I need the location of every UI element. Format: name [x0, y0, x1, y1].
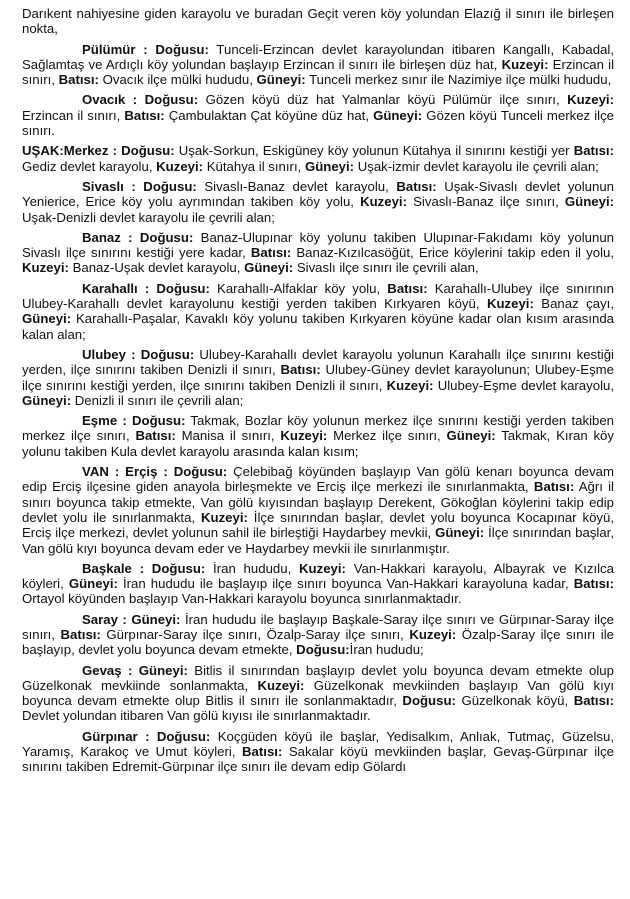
- document-page: [22, 6, 614, 780]
- bold-label: Kuzeyi:: [22, 260, 69, 276]
- bold-label: Batısı:: [58, 72, 99, 88]
- text-run: Darıkent nahiyesine giden karayolu ve buradan Geçit veren köy yolundan Elazığ il sınırı ile birleşen nokta,: [22, 6, 614, 37]
- text-run: Sivaslı ilçe sınırı ile çevrili alan,: [293, 260, 479, 276]
- bold-label: Doğusu:: [402, 693, 456, 709]
- text-run: Uşak-Sivaslı devlet yolunun Yenierice, Erice köy yolu ayrımından takiben köy yolu,: [22, 178, 615, 210]
- bold-label: UŞAK:Merkez : Doğusu:: [22, 143, 175, 159]
- bold-label: Gevaş : Güneyi:: [82, 662, 188, 678]
- bold-label: Batısı:: [242, 744, 283, 760]
- text-run: Karahallı-Ulubey ilçe sınırının Ulubey-Karahallı devlet karayolunu kestiği yerden takiben Kırkyaren köyü,: [22, 280, 614, 312]
- text-run: Ulubey-Eşme devlet karayolu,: [433, 377, 614, 393]
- text-run: Denizli il sınırı ile çevrili alan;: [71, 392, 244, 408]
- text-run: Kütahya il sınırı,: [203, 158, 305, 174]
- paragraph: [22, 6, 614, 37]
- text-run: Çelebibağ köyünden başlayıp Van gölü kenarı boyunca devam edip Erciş ilçesine giden anayola birleşmekte ve Erciş ilçe merkezi ile sınırlanmakta,: [22, 464, 614, 495]
- bold-label: Kuzeyi:: [409, 626, 457, 642]
- paragraph: [22, 663, 614, 724]
- text-run: Uşak-izmir devlet karayolu ile çevrili alan;: [354, 158, 599, 174]
- bold-label: Güneyi:: [22, 311, 72, 327]
- bold-label: Kuzeyi:: [567, 92, 614, 108]
- text-run: Devlet yolundan itibaren Van gölü kıyısı ile sınırlanmaktadır.: [22, 708, 371, 724]
- bold-label: Güneyi:: [68, 576, 118, 592]
- text-run: Sivaslı-Banaz devlet karayolu,: [196, 178, 397, 194]
- bold-label: Kuzeyi:: [201, 509, 248, 525]
- text-run: Banaz çayı,: [533, 296, 614, 312]
- bold-label: Kuzeyi:: [299, 560, 346, 576]
- text-run: Karahallı-Alfaklar köy yolu,: [209, 280, 388, 296]
- bold-label: Karahallı : Doğusu:: [82, 280, 210, 296]
- text-run: Manisa il sınırı,: [175, 428, 281, 444]
- text-run: Gözen köyü düz hat Yalmanlar köyü Pülümür ilçe sınırı,: [198, 92, 568, 108]
- bold-label: Batısı:: [396, 178, 437, 194]
- text-run: Ovacık ilçe mülki hududu,: [98, 72, 257, 88]
- bold-label: Batısı:: [250, 245, 292, 261]
- text-run: Merkez ilçe sınırı,: [327, 428, 447, 444]
- text-run: Sakalar köyü mevkiinden başlar, Gevaş-Gürpınar ilçe sınırını takiben Edremit-Gürpınar ilçe sınırı ile devam edip Gölardı: [22, 744, 614, 775]
- text-run: Gözen köyü Tunceli merkez ilçe sınırı.: [22, 107, 614, 139]
- bold-label: Kuzeyi:: [156, 158, 204, 174]
- text-run: Karahallı-Paşalar, Kavaklı köy yolunu takiben Kırkyaren köyüne kadar olan kısım arasında kalan alan;: [22, 311, 614, 342]
- paragraph: [22, 179, 614, 225]
- bold-label: Batısı:: [533, 479, 575, 495]
- text-run: Koçgüden köyü ile başlar, Yedisalkım, Anlıak, Tutmaç, Güzelsu, Yaramış, Karakoç ve Umut köyleri,: [22, 728, 614, 760]
- text-run: İran hududu ile başlayıp ilçe sınırı boyunca Van-Hakkari karayoluna kadar,: [117, 576, 574, 592]
- bold-label: Ulubey : Doğusu:: [82, 346, 195, 362]
- bold-label: Güneyi:: [304, 158, 355, 174]
- text-run: İlçe sınırından başlar, Van gölü kıyı boyunca devam eder ve Haydarbey mevkii ile sınırlanmıştır.: [22, 525, 614, 556]
- paragraph: [22, 612, 614, 658]
- text-run: İran hududu;: [349, 642, 424, 658]
- paragraph: [22, 143, 614, 174]
- text-run: Güzelkonak mevkiinden başlayıp Van gölü kıyı boyunca devam etmekte olup Bitlis il sınırı ile sonlanmaktadır,: [22, 677, 614, 709]
- text-run: Gürpınar-Saray ilçe sınırı, Özalp-Saray ilçe sınırı,: [100, 626, 410, 642]
- bold-label: Batısı:: [60, 626, 101, 642]
- bold-label: Batısı:: [573, 693, 614, 709]
- bold-label: Gürpınar : Doğusu:: [82, 728, 211, 744]
- bold-label: Güneyi:: [373, 107, 423, 123]
- text-run: Özalp-Saray ilçe sınırı ile başlayıp, devlet yolu boyunca devam etmekte,: [22, 626, 615, 658]
- text-run: Ağrı il sınırı boyunca takip etmekte, Van gölü kıyısından başlayıp Derekent, Gökoğlan köylerini takip edip devlet yolu ile sınırlanmakta,: [22, 479, 614, 525]
- text-run: Güzelkonak köyü,: [455, 693, 574, 709]
- text-run: Ulubey-Güney devlet karayolunun; Ulubey-Eşme ilçe sınırını kestiği yerden, ilçe sınırını takiben Denizli il sınırı,: [22, 362, 614, 393]
- bold-label: Sivaslı : Doğusu:: [82, 178, 197, 194]
- text-run: Bitlis il sınırından başlayıp devlet yolu boyunca devam etmekte olup Güzelkonak mevkiinde sonlanmakta,: [22, 662, 614, 693]
- paragraph: [22, 464, 614, 556]
- bold-label: Banaz : Doğusu:: [82, 229, 194, 245]
- bold-label: Batısı:: [124, 107, 165, 123]
- bold-label: Batısı:: [573, 143, 614, 159]
- bold-label: Doğusu:: [296, 642, 350, 658]
- bold-label: Güneyi:: [244, 260, 294, 276]
- paragraph: [22, 347, 614, 408]
- text-run: Tunceli merkez sınır ile Nazimiye ilçe mülki hududu,: [305, 72, 612, 88]
- text-run: Banaz-Ulupınar köy yolunu takiben Ulupınar-Fakıdamı köy yolunun Sivaslı ilçe sınırını kestiği yere kadar,: [22, 229, 614, 261]
- text-run: İlçe sınırından başlar, devlet yolu boyunca Kocapınar köyü, Erciş ilçe merkezi, devlet yolunun sahil ile birleştiği Haydarbey mevkii,: [22, 509, 614, 541]
- bold-label: Başkale : Doğusu:: [82, 560, 206, 576]
- paragraph: [22, 729, 614, 775]
- paragraph: [22, 281, 614, 342]
- bold-label: Pülümür : Doğusu:: [82, 41, 209, 57]
- text-run: Uşak-Denizli devlet karayolu ile çevrili alan;: [22, 209, 275, 225]
- text-run: Ulubey-Karahallı devlet karayolu yolunun Karahallı ilçe sınırını kestiği yerden, ilçe sınırını takiben Denizli il sınırı,: [22, 346, 614, 378]
- bold-label: Saray : Güneyi:: [82, 611, 181, 627]
- text-run: Erzincan il sınırı,: [22, 107, 125, 123]
- text-run: Çambulaktan Çat köyüne düz hat,: [164, 107, 374, 123]
- bold-label: Ovacık : Doğusu:: [82, 92, 199, 108]
- text-run: İran hududu,: [205, 560, 300, 576]
- text-run: Ortayol köyünden başlayıp Van-Hakkari karayolu boyunca sınırlanmaktadır.: [22, 591, 462, 607]
- text-run: Erzincan il sınırı,: [22, 56, 615, 88]
- bold-label: Batısı:: [573, 576, 614, 592]
- bold-label: Güneyi:: [564, 194, 614, 210]
- text-run: İran hududu ile başlayıp Başkale-Saray ilçe sınırı ve Gürpınar-Saray ilçe sınırı,: [22, 611, 614, 642]
- text-run: Sivaslı-Banaz ilçe sınırı,: [407, 194, 565, 210]
- bold-label: Eşme : Doğusu:: [82, 413, 186, 429]
- text-run: Uşak-Sorkun, Eskigüney köy yolunun Kütahya il sınırını kestiği yer: [174, 143, 574, 159]
- text-run: Takmak, Kıran köy yolunu takiben Kula devlet karayolu arasında kalan kısım;: [22, 428, 614, 459]
- paragraph: [22, 42, 614, 88]
- bold-label: Güneyi:: [446, 428, 496, 444]
- text-run: Banaz-Kızılcasöğüt, Erice köylerini takip eden il yolu,: [291, 245, 614, 261]
- bold-label: Kuzeyi:: [486, 296, 534, 312]
- bold-label: Güneyi:: [256, 72, 306, 88]
- text-run: Banaz-Uşak devlet karayolu,: [68, 260, 245, 276]
- bold-label: Kuzeyi:: [280, 428, 328, 444]
- bold-label: Batısı:: [280, 362, 321, 378]
- bold-label: Kuzeyi:: [386, 377, 434, 393]
- bold-label: Güneyi:: [435, 525, 485, 541]
- text-run: Tunceli-Erzincan devlet karayolundan itibaren Kangallı, Kabadal, Sağlamtaş ve Ardıçlı köy yolundan başlayıp Erzincan il sınırı ile birleşen düz hat,: [22, 41, 614, 72]
- bold-label: Kuzeyi:: [360, 194, 407, 210]
- paragraph: [22, 561, 614, 607]
- paragraph: [22, 413, 614, 459]
- paragraph: [22, 92, 614, 138]
- text-run: Van-Hakkari karayolu, Albayrak ve Kızılca köyleri,: [22, 560, 614, 592]
- bold-label: VAN : Erçiş : Doğusu:: [82, 464, 228, 480]
- bold-label: Kuzeyi:: [501, 56, 549, 72]
- paragraph: [22, 230, 614, 276]
- bold-label: Batısı:: [135, 428, 176, 444]
- text-run: Takmak, Bozlar köy yolunun merkez ilçe sınırını kestiği yerden takiben merkez ilçe sınırı,: [22, 413, 614, 444]
- text-run: Gediz devlet karayolu,: [22, 158, 157, 174]
- bold-label: Kuzeyi:: [257, 677, 305, 693]
- bold-label: Güneyi:: [22, 392, 72, 408]
- bold-label: Batısı:: [387, 280, 428, 296]
